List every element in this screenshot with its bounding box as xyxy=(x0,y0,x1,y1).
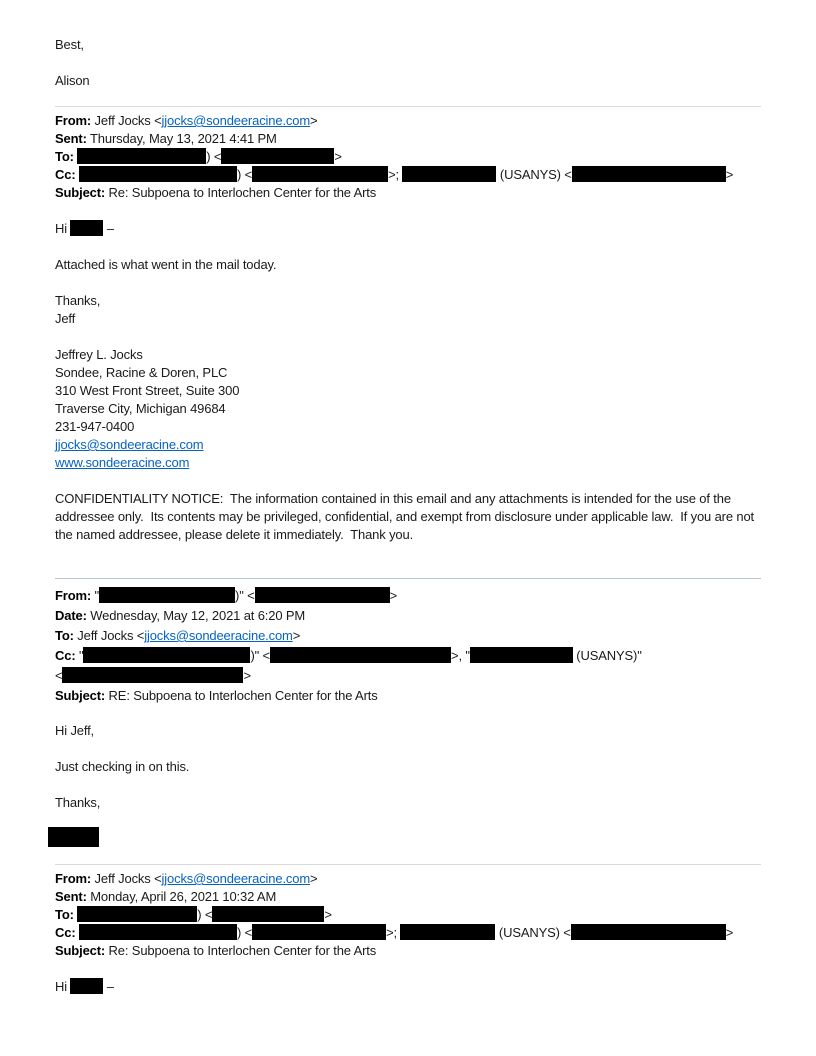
sent-label: Sent: xyxy=(55,131,87,146)
to-email-link[interactable]: jjocks@sondeeracine.com xyxy=(144,628,293,643)
redaction-box xyxy=(83,647,250,663)
redaction-box xyxy=(70,220,103,236)
subject-label: Subject: xyxy=(55,688,106,703)
redaction-box xyxy=(252,924,386,940)
signature-email-line xyxy=(55,436,761,454)
from-value: Jeff Jocks < xyxy=(91,871,162,886)
cc-after: > xyxy=(725,925,734,940)
email2-from-line xyxy=(55,586,761,606)
from-after: > xyxy=(389,588,398,603)
from-after: > xyxy=(310,113,318,128)
greeting-post: – xyxy=(103,221,114,236)
email2-cc-continuation-line xyxy=(55,666,761,686)
subject-value: Re: Subpoena to Interlochen Center for the Arts xyxy=(105,943,377,958)
email1-closing xyxy=(55,292,761,328)
redacted-signature-block xyxy=(48,827,99,847)
redaction-box xyxy=(79,166,237,182)
email3-to-line xyxy=(55,906,761,924)
signature-phone: 231-947-0400 xyxy=(55,419,135,434)
email2-to-line xyxy=(55,626,761,646)
redaction-box xyxy=(62,667,243,683)
redaction-box xyxy=(99,587,235,603)
closing-jeff: Jeff xyxy=(55,311,76,326)
subject-value: RE: Subpoena to Interlochen Center for the Arts xyxy=(105,688,378,703)
email2-closing: Thanks, xyxy=(55,795,101,810)
signature-firm: Sondee, Racine & Doren, PLC xyxy=(55,365,228,380)
to-after: > xyxy=(334,149,342,164)
email3-header xyxy=(55,870,761,960)
email3-from-line xyxy=(55,870,761,888)
subject-label: Subject: xyxy=(55,943,106,958)
to-after: > xyxy=(324,907,332,922)
date-value: Wednesday, May 12, 2021 at 6:20 PM xyxy=(86,608,306,623)
cc-sep3: (USANYS) < xyxy=(495,925,571,940)
redaction-box xyxy=(77,148,206,164)
cc-sep3: (USANYS)" xyxy=(572,648,642,663)
from-value: Jeff Jocks < xyxy=(91,113,162,128)
cc-sep2: >, " xyxy=(451,648,470,663)
redaction-box xyxy=(470,647,573,663)
email3-cc-line xyxy=(55,924,761,942)
from-sep: )" < xyxy=(235,588,255,603)
redaction-box xyxy=(212,906,324,922)
cc-sep1: ) < xyxy=(236,925,253,940)
from-after: > xyxy=(310,871,318,886)
cc-sep3: (USANYS) < xyxy=(496,167,572,182)
redaction-box xyxy=(571,924,726,940)
email2-separator xyxy=(55,578,761,579)
email1-signature xyxy=(55,346,761,472)
redaction-box xyxy=(400,924,495,940)
from-label: From: xyxy=(55,113,92,128)
from-pre: " xyxy=(91,588,100,603)
email2-date-line xyxy=(55,606,761,626)
from-email-link[interactable]: jjocks@sondeeracine.com xyxy=(161,871,311,886)
intro-sender-name: Alison xyxy=(55,73,90,88)
subject-value: Re: Subpoena to Interlochen Center for the Arts xyxy=(105,185,377,200)
email1-header xyxy=(55,112,761,202)
redaction-box xyxy=(221,148,334,164)
to-label: To: xyxy=(55,628,74,643)
redaction-box xyxy=(79,924,237,940)
subject-label: Subject: xyxy=(55,185,106,200)
email2-header xyxy=(55,586,761,706)
confidentiality-notice: CONFIDENTIALITY NOTICE: The information contained in this email and any attachments is intended for the use of the addressee only. Its contents may be privileged, confidential, and exempt from disclosure under applicable law. If you are not the named addressee, please delete it immediately. Thank you. xyxy=(55,491,758,542)
signature-name: Jeffrey L. Jocks xyxy=(55,347,143,362)
from-email-link[interactable]: jjocks@sondeeracine.com xyxy=(161,113,311,128)
email2-cc-line xyxy=(55,646,761,666)
redaction-box xyxy=(402,166,496,182)
sent-value: Monday, April 26, 2021 10:32 AM xyxy=(86,889,277,904)
email2-subject-line xyxy=(55,686,761,706)
cc-pre: " xyxy=(75,648,84,663)
redaction-box xyxy=(270,647,451,663)
signature-city: Traverse City, Michigan 49684 xyxy=(55,401,226,416)
email1-sent-line xyxy=(55,130,761,148)
sent-label: Sent: xyxy=(55,889,87,904)
email1-to-line xyxy=(55,148,761,166)
email3-sent-line xyxy=(55,888,761,906)
email3-subject-line xyxy=(55,942,761,960)
to-label: To: xyxy=(55,907,74,922)
sent-value: Thursday, May 13, 2021 4:41 PM xyxy=(86,131,277,146)
email3-separator xyxy=(55,864,761,865)
redaction-box xyxy=(572,166,726,182)
email1-from-line xyxy=(55,112,761,130)
cc-label: Cc: xyxy=(55,648,76,663)
greeting-post: – xyxy=(103,979,114,994)
email1-separator xyxy=(55,106,761,107)
signature-web-line xyxy=(55,454,761,472)
signature-street: 310 West Front Street, Suite 300 xyxy=(55,383,240,398)
cc-cont-pre: < xyxy=(55,668,63,683)
cc-sep2: >; xyxy=(388,167,403,182)
cc-after: > xyxy=(725,167,734,182)
email2-greeting: Hi Jeff, xyxy=(55,723,95,738)
greeting-pre: Hi xyxy=(55,221,71,236)
cc-sep2: >; xyxy=(386,925,401,940)
cc-label: Cc: xyxy=(55,167,76,182)
signature-email-link[interactable]: jjocks@sondeeracine.com xyxy=(55,437,204,452)
signature-website-link[interactable]: www.sondeeracine.com xyxy=(55,455,190,470)
to-sep: ) < xyxy=(197,907,213,922)
cc-cont-after: > xyxy=(243,668,251,683)
cc-label: Cc: xyxy=(55,925,76,940)
redaction-box xyxy=(252,166,388,182)
closing-thanks: Thanks, xyxy=(55,293,101,308)
email1-cc-line xyxy=(55,166,761,184)
redaction-box xyxy=(70,978,103,994)
email1-subject-line xyxy=(55,184,761,202)
greeting-pre: Hi xyxy=(55,979,71,994)
intro-closing: Best, xyxy=(55,37,84,52)
email1-body: Attached is what went in the mail today. xyxy=(55,257,277,272)
from-label: From: xyxy=(55,588,92,603)
from-label: From: xyxy=(55,871,92,886)
email1-greeting xyxy=(55,220,761,238)
email2-body: Just checking in on this. xyxy=(55,759,190,774)
to-label: To: xyxy=(55,149,74,164)
redaction-box xyxy=(255,587,390,603)
cc-sep1: )" < xyxy=(250,648,270,663)
redaction-box xyxy=(77,906,197,922)
cc-sep1: ) < xyxy=(236,167,253,182)
date-label: Date: xyxy=(55,608,87,623)
to-sep: ) < xyxy=(206,149,222,164)
to-value: Jeff Jocks < xyxy=(73,628,145,643)
to-after: > xyxy=(292,628,301,643)
email3-greeting xyxy=(55,978,761,996)
